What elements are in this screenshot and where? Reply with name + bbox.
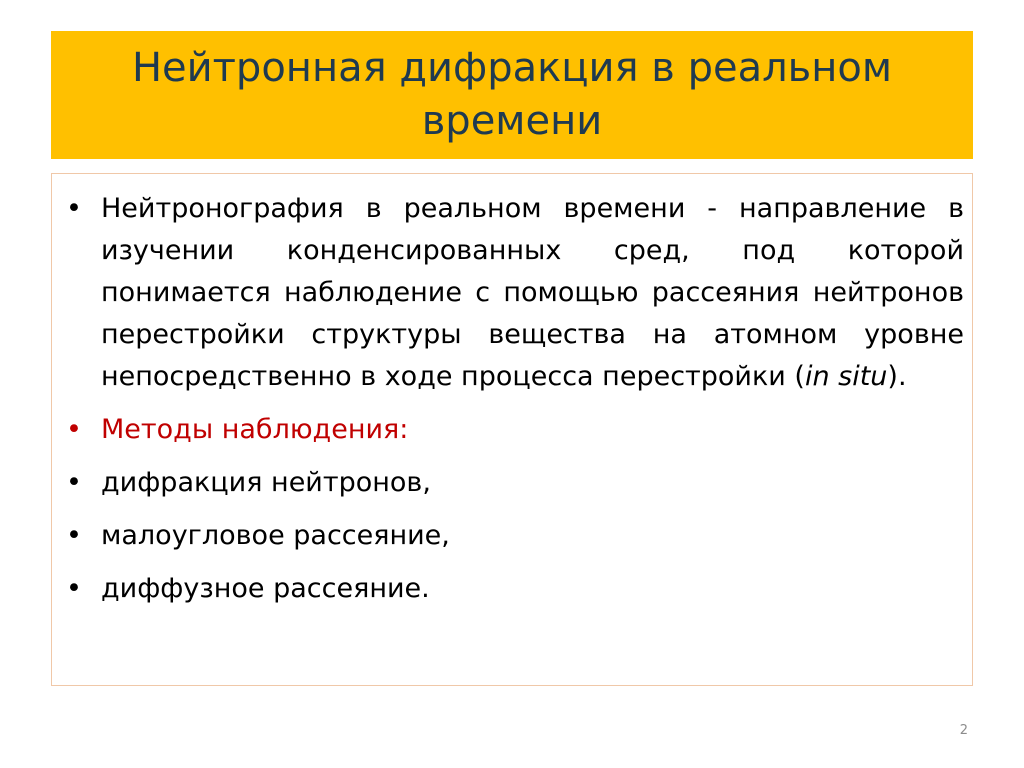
method-diffraction-text: дифракция нейтронов, <box>101 467 431 498</box>
method-small-angle-text: малоугловое рассеяние, <box>101 520 450 551</box>
definition-text-end: ). <box>887 361 907 392</box>
bullet-dot: • <box>66 414 82 445</box>
title-banner <box>51 31 973 159</box>
method-diffuse-text: диффузное рассеяние. <box>101 573 430 604</box>
bullet-item-methods-heading <box>64 409 964 451</box>
definition-text-start: Нейтронография в реальном времени - направление в изучении конденсированных сред, под которой понимается наблюдение с помощью рассеяния нейтронов перестройки структуры вещества на атомном уровне непосредственно в ходе процесса перестройки ( <box>101 193 964 392</box>
bullet-item-small-angle <box>64 515 964 557</box>
bullet-dot: • <box>66 573 82 604</box>
content-box <box>51 173 973 686</box>
bullet-item-diffraction <box>64 462 964 504</box>
bullet-dot: • <box>66 467 82 498</box>
slide-title: Нейтронная дифракция в реальном времени <box>131 45 893 144</box>
definition-text-italic: in situ <box>804 361 888 392</box>
methods-heading-text: Методы наблюдения: <box>101 414 409 445</box>
bullet-dot: • <box>66 193 82 224</box>
page-number: 2 <box>959 723 968 738</box>
bullet-list <box>64 188 964 610</box>
bullet-item-diffuse <box>64 568 964 610</box>
bullet-dot: • <box>66 520 82 551</box>
bullet-item-definition <box>64 188 964 398</box>
